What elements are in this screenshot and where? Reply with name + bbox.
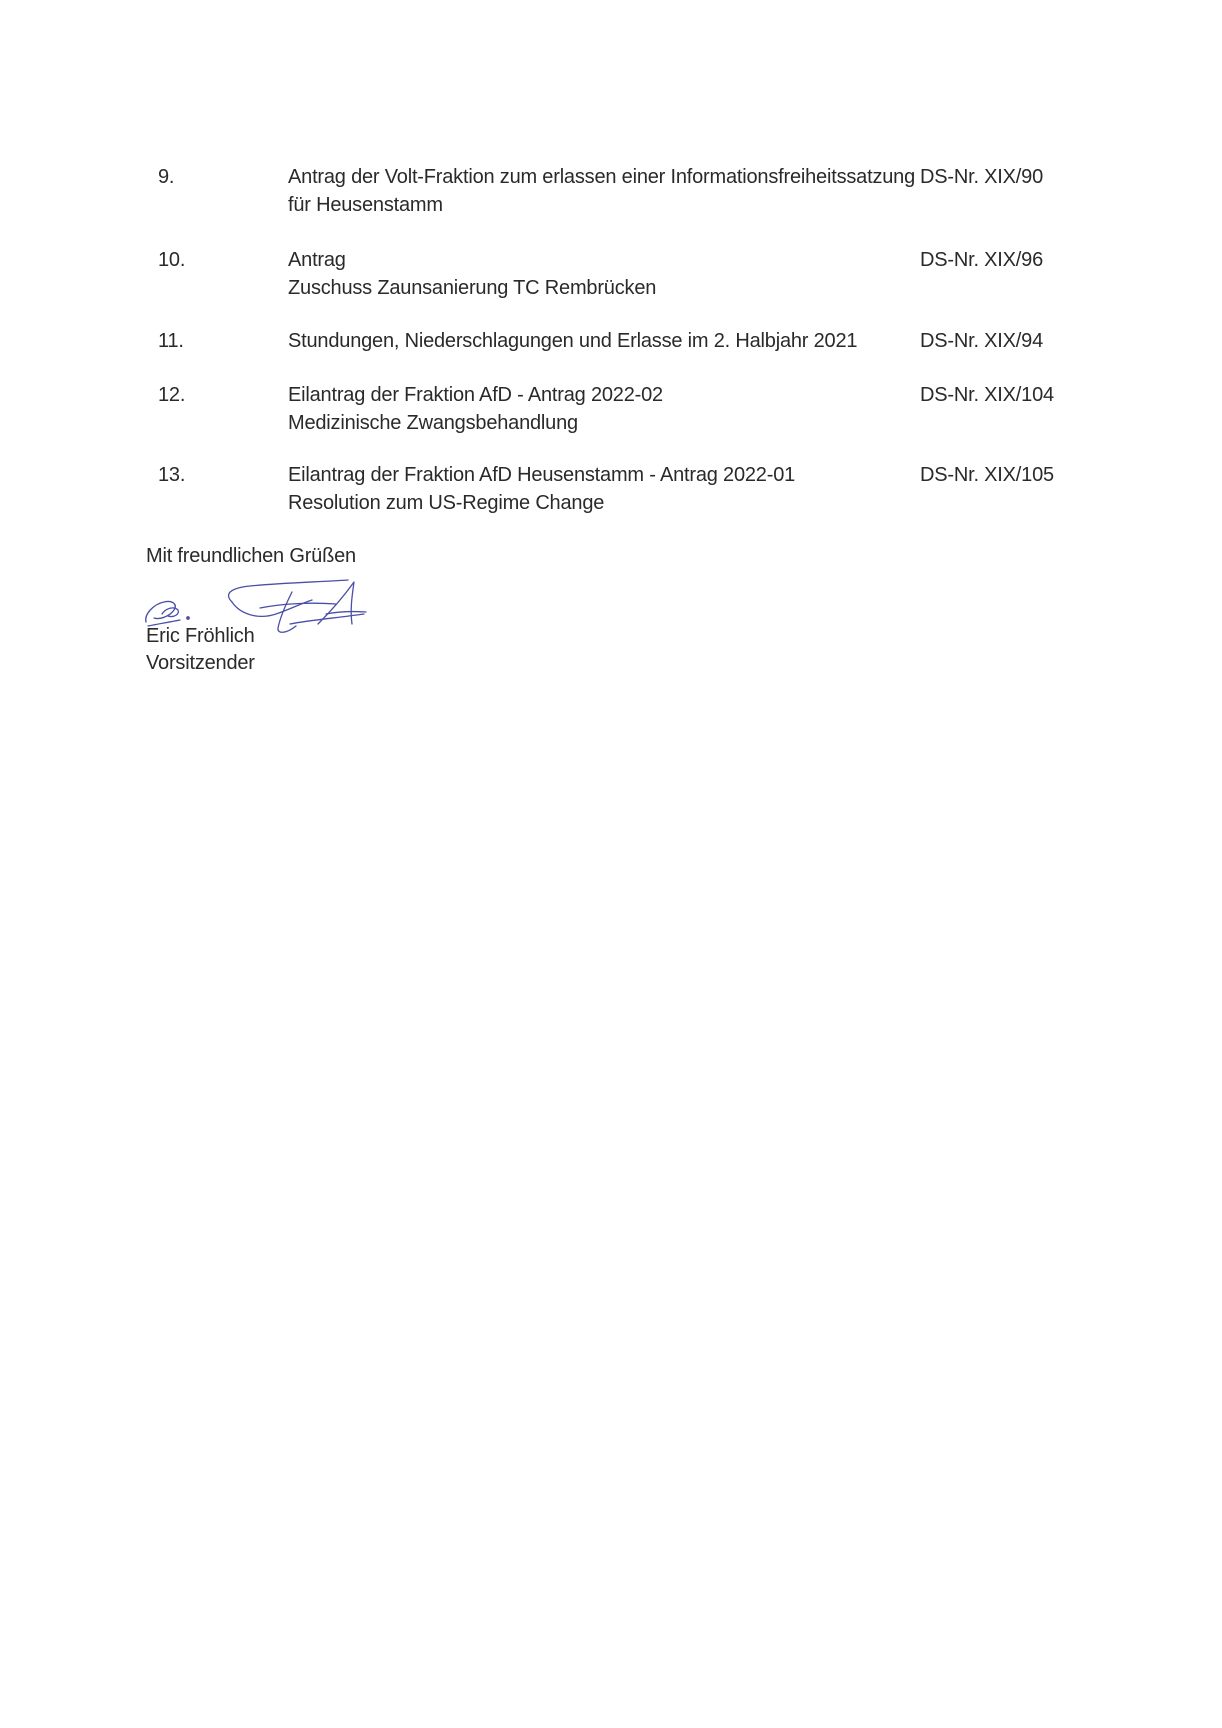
agenda-item-reference: DS-Nr. XIX/105	[920, 464, 1054, 486]
agenda-item-line: Resolution zum US-Regime Change	[288, 492, 605, 514]
agenda-item-line: Zuschuss Zaunsanierung TC Rembrücken	[288, 277, 657, 299]
closing-greeting: Mit freundlichen Grüßen	[146, 545, 356, 567]
agenda-item-line: Eilantrag der Fraktion AfD Heusenstamm - Antrag 2022-01	[288, 464, 796, 486]
agenda-item-line: Antrag	[288, 249, 346, 271]
agenda-item-line: für Heusenstamm	[288, 194, 443, 216]
agenda-item-line: Stundungen, Niederschlagungen und Erlasse im 2. Halbjahr 2021	[288, 330, 858, 352]
agenda-item-number: 12.	[158, 384, 186, 406]
agenda-item-number: 9.	[158, 166, 175, 188]
agenda-item-title	[288, 461, 908, 517]
agenda-item-title	[288, 163, 916, 219]
agenda-item-line: Medizinische Zwangsbehandlung	[288, 412, 578, 434]
agenda-item-line: Antrag der Volt-Fraktion zum erlassen einer Informationsfreiheitssatzung	[288, 166, 916, 188]
agenda-item-title	[288, 327, 908, 355]
agenda-item-number: 10.	[158, 249, 186, 271]
agenda-item-line: Eilantrag der Fraktion AfD - Antrag 2022-02	[288, 384, 663, 406]
agenda-item-reference: DS-Nr. XIX/94	[920, 330, 1043, 352]
signatory-name: Eric Fröhlich	[146, 625, 255, 647]
agenda-item-reference: DS-Nr. XIX/90	[920, 166, 1043, 188]
agenda-item-number: 13.	[158, 464, 186, 486]
agenda-item-title	[288, 381, 908, 437]
agenda-item-reference: DS-Nr. XIX/104	[920, 384, 1054, 406]
agenda-item-number: 11.	[158, 330, 184, 352]
agenda-item-title	[288, 246, 908, 302]
agenda-item-reference: DS-Nr. XIX/96	[920, 249, 1043, 271]
signatory-role: Vorsitzender	[146, 652, 255, 674]
